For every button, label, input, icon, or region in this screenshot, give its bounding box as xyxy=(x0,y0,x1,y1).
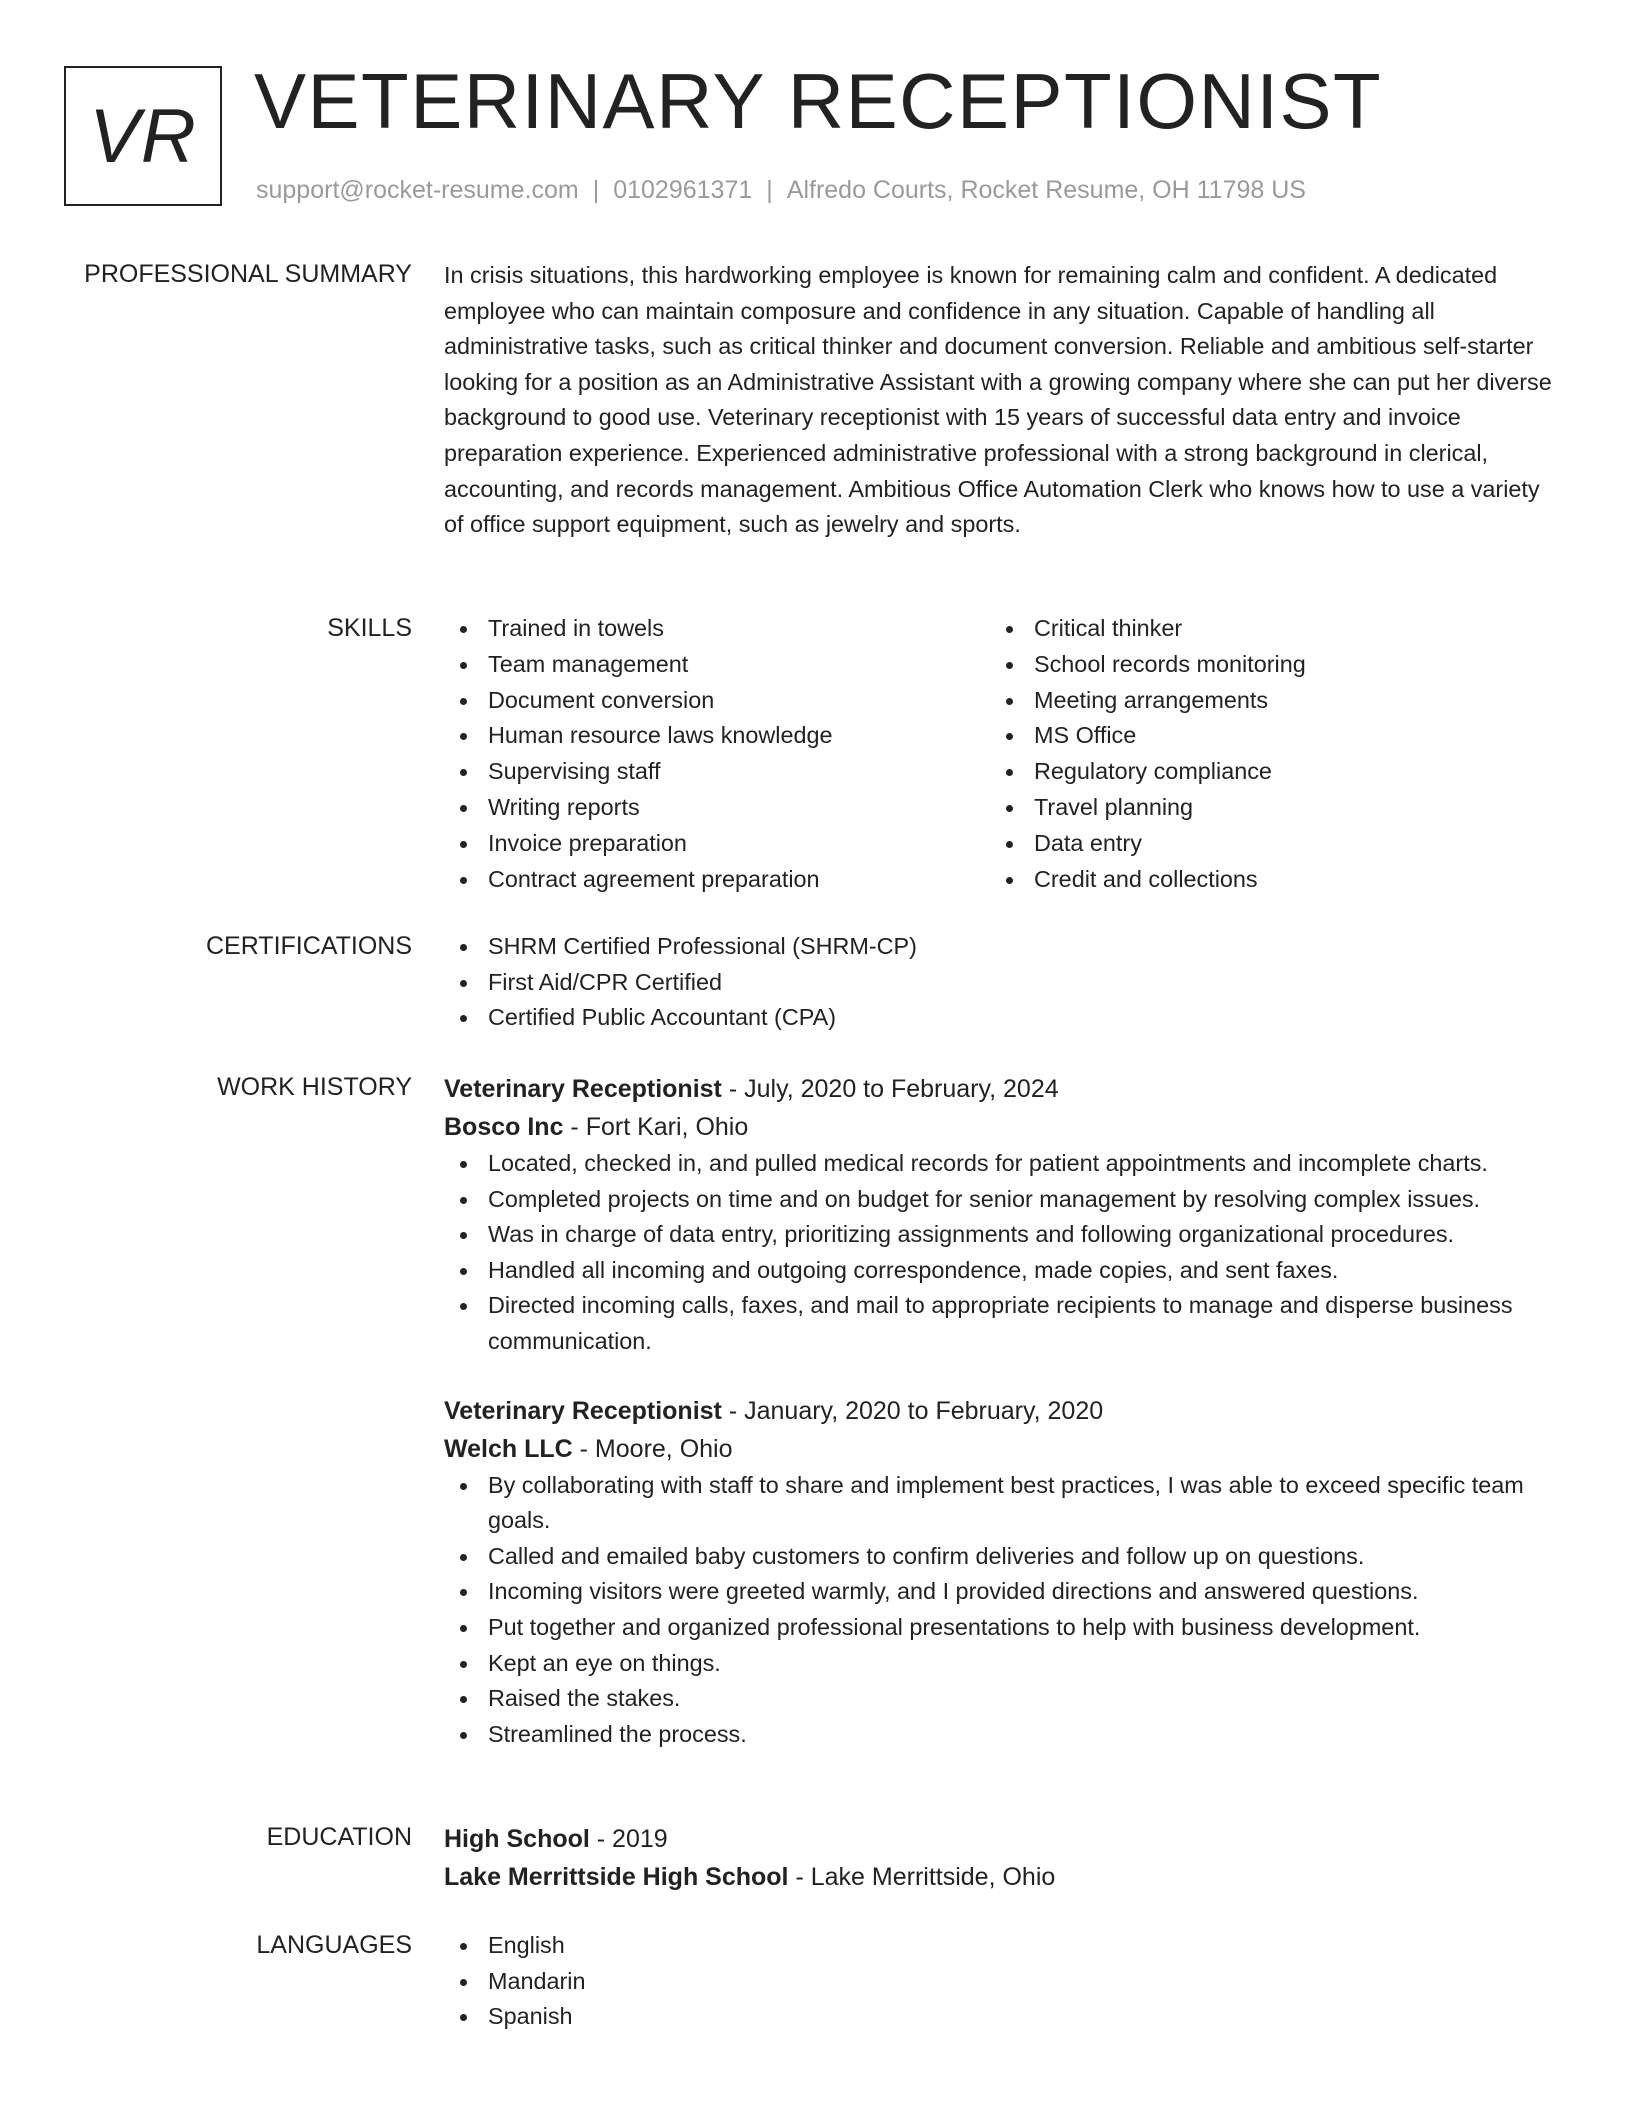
skill-item: Team management xyxy=(444,647,990,683)
skill-item: Regulatory compliance xyxy=(990,754,1536,790)
contact-email: support@rocket-resume.com xyxy=(256,176,579,204)
job-title-line xyxy=(444,1070,1554,1108)
skill-item: Contract agreement preparation xyxy=(444,862,990,898)
skills-grid xyxy=(444,611,1554,897)
skill-item: Trained in towels xyxy=(444,611,990,647)
summary-text: In crisis situations, this hardworking employee is known for remaining calm and confident. A dedicated employee who can maintain composure and confidence in any situation. Capable of handling all administrative tasks, such as critical thinker and document conversion. Reliable and ambitious self-starter looking for a position as an Administrative Assistant with a growing company where she can put her diverse background to good use. Veterinary receptionist with 15 years of successful data entry and invoice preparation experience. Experienced administrative professional with a strong background in clerical, accounting, and records management. Ambitious Office Automation Clerk who knows how to use a variety of office support equipment, such as jewelry and sports. xyxy=(444,262,1552,538)
job-duties-list xyxy=(444,1146,1554,1360)
job-company: Welch LLC xyxy=(444,1434,573,1463)
skill-item: Credit and collections xyxy=(990,862,1536,898)
job-duty-item: Located, checked in, and pulled medical records for patient appointments and incomplete charts. xyxy=(444,1146,1554,1182)
education-location: - Lake Merrittside, Ohio xyxy=(788,1863,1056,1891)
skill-item: Human resource laws knowledge xyxy=(444,718,990,754)
skill-item: Writing reports xyxy=(444,790,990,826)
job-duty-item: Handled all incoming and outgoing correspondence, made copies, and sent faxes. xyxy=(444,1253,1554,1289)
contact-phone: 0102961371 xyxy=(613,176,753,204)
skill-item: Invoice preparation xyxy=(444,826,990,862)
skills-list-left xyxy=(444,611,990,897)
monogram-box xyxy=(64,66,222,206)
skills-list-right xyxy=(990,611,1536,897)
skill-item: School records monitoring xyxy=(990,647,1536,683)
certifications-content xyxy=(444,929,1554,1036)
job-dates: - July, 2020 to February, 2024 xyxy=(721,1075,1059,1103)
job-title: Veterinary Receptionist xyxy=(444,1075,722,1103)
languages-content xyxy=(444,1928,1554,2035)
job-duties-list xyxy=(444,1468,1554,1753)
education-school-line xyxy=(444,1858,1554,1896)
job-duty-item: Was in charge of data entry, prioritizing assignments and following organizational procedures. xyxy=(444,1217,1554,1253)
job-duty-item: Incoming visitors were greeted warmly, and I provided directions and answered questions. xyxy=(444,1574,1554,1610)
monogram-initials: VR xyxy=(89,93,197,179)
certification-item: SHRM Certified Professional (SHRM-CP) xyxy=(444,929,1554,965)
contact-separator: | xyxy=(592,176,600,204)
job-duty-item: Called and emailed baby customers to confirm deliveries and follow up on questions. xyxy=(444,1539,1554,1575)
job-duty-item: Raised the stakes. xyxy=(444,1681,1554,1717)
skill-item: Critical thinker xyxy=(990,611,1536,647)
section-label: SKILLS xyxy=(327,614,412,642)
job-duty-item: Completed projects on time and on budget for senior management by resolving complex issues. xyxy=(444,1182,1554,1218)
education-degree: High School xyxy=(444,1825,590,1853)
section-label: CERTIFICATIONS xyxy=(205,932,412,960)
job-duty-item: Put together and organized professional presentations to help with business development. xyxy=(444,1610,1554,1646)
job-company-line xyxy=(444,1108,1554,1146)
skill-item: Data entry xyxy=(990,826,1536,862)
education-degree-line xyxy=(444,1820,1554,1858)
certifications-list xyxy=(444,929,1554,1036)
skill-item: Document conversion xyxy=(444,683,990,719)
job-entry xyxy=(444,1070,1554,1360)
education-year: - 2019 xyxy=(589,1825,668,1853)
resume-title: VETERINARY RECEPTIONIST xyxy=(254,57,1383,145)
work-history-content xyxy=(444,1070,1554,1752)
section-label: LANGUAGES xyxy=(256,1931,412,1959)
job-location: - Fort Kari, Ohio xyxy=(563,1113,749,1141)
certification-item: Certified Public Accountant (CPA) xyxy=(444,1000,1554,1036)
job-title-line xyxy=(444,1392,1554,1430)
skill-item: Travel planning xyxy=(990,790,1536,826)
job-entry xyxy=(444,1392,1554,1753)
certification-item: First Aid/CPR Certified xyxy=(444,965,1554,1001)
languages-list xyxy=(444,1928,1554,2035)
language-item: Spanish xyxy=(444,1999,1554,2035)
skill-item: MS Office xyxy=(990,718,1536,754)
job-title: Veterinary Receptionist xyxy=(444,1396,722,1425)
education-school: Lake Merrittside High School xyxy=(444,1863,789,1891)
job-dates: - January, 2020 to February, 2020 xyxy=(721,1396,1104,1425)
section-label: EDUCATION xyxy=(266,1823,412,1851)
language-item: English xyxy=(444,1928,1554,1964)
education-content xyxy=(444,1820,1554,1896)
job-location: - Moore, Ohio xyxy=(572,1434,733,1463)
job-duty-item: Streamlined the process. xyxy=(444,1717,1554,1753)
job-company-line xyxy=(444,1430,1554,1468)
language-item: Mandarin xyxy=(444,1964,1554,2000)
contact-address: Alfredo Courts, Rocket Resume, OH 11798 US xyxy=(786,176,1306,204)
job-duty-item: By collaborating with staff to share and implement best practices, I was able to exceed specific team goals. xyxy=(444,1468,1554,1539)
section-label: WORK HISTORY xyxy=(217,1073,412,1101)
job-duty-item: Directed incoming calls, faxes, and mail to appropriate recipients to manage and disperse business communication. xyxy=(444,1288,1554,1359)
skill-item: Supervising staff xyxy=(444,754,990,790)
contact-separator: | xyxy=(766,176,773,204)
section-label: PROFESSIONAL SUMMARY xyxy=(84,260,412,288)
contact-line xyxy=(256,174,1306,206)
skill-item: Meeting arrangements xyxy=(990,683,1536,719)
job-duty-item: Kept an eye on things. xyxy=(444,1646,1554,1682)
job-company: Bosco Inc xyxy=(444,1113,564,1141)
